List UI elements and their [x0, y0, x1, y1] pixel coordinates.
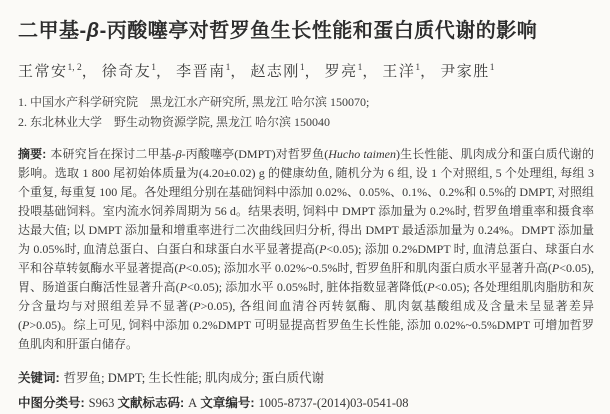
- paper-title: 二甲基-β-丙酸噻亭对哲罗鱼生长性能和蛋白质代谢的影响: [18, 20, 538, 42]
- article-id-label: 文章编号:: [200, 396, 255, 410]
- doc-code-value: A: [188, 396, 198, 410]
- article-id: [200, 394, 408, 412]
- doc-code: [118, 394, 198, 412]
- clc-label: 中图分类号:: [18, 396, 85, 410]
- affiliations-block: [18, 92, 594, 132]
- article-id-value: 1005-8737-(2014)03-0541-08: [258, 396, 409, 410]
- keywords-text: 哲罗鱼; DMPT; 生长性能; 肌肉成分; 蛋白质代谢: [63, 371, 325, 385]
- affiliation-1: 1. 中国水产科学研究院 黑龙江水产研究所, 黑龙江 哈尔滨 150070;: [18, 95, 370, 109]
- doc-code-label: 文献标志码:: [117, 396, 185, 410]
- abstract-text: 本研究旨在探讨二甲基-β-丙酸噻亭(DMPT)对哲罗鱼(Hucho taimen)生长性能、肌肉成分和蛋白质代谢的影响。选取 1 800 尾初始体质量为(4.20±0.02) g 的健康幼鱼, 随机分为 6 组, 设 1 个对照组, 5 个处理组, 每组 3 个重复, 每重复 100 尾。各处理组分别在基础饲料中添加 0.02%、0.05%、0.1%、0.2%和 0.5%的 DMPT, 对照组投喂基础饲料。室内流水饲养周期为 56 d。结果表明, 饲料中 DMPT 添加量为 0.2%时, 哲罗鱼增重率和摄食率达最大值; 以 DMPT 添加量和增重率进行二次曲线回归分析, 得出 DMPT 最适添加量为 0.24%。DMPT 添加量为 0.05%时, 血清总蛋白、白蛋白和球蛋白水平显著提高(P<0.05); 添加 0.2%DMPT 时, 血清总蛋白、球蛋白水平和谷草转氨酶水平显著提高(P<0.05); 添加水平 0.02%~0.5%时, 哲罗鱼肝和肌肉蛋白质水平显著升高(P<0.05), 胃、肠道蛋白酶活性显著升高(P<0.05); 添加水平 0.05%时, 脏体指数显著降低(P<0.05); 各处理组肌肉脂肪和灰分含量均与对照组差异不显著(P>0.05), 各组间血清谷丙转氨酶、肌肉氨基酸组成及含量未呈显著差异(P>0.05)。综上可见, 饲料中添加 0.2%DMPT 可明显提高哲罗鱼生长性能, 添加 0.02%~0.5%DMPT 可增加哲罗鱼肌肉和肝蛋白储存。: [18, 147, 595, 351]
- authors-line: 王常安$^{1, 2}$， 徐奇友$^1$， 李晋南$^1$， 赵志刚$^1$， 罗亮$^1$， 王洋$^1$， 尹家胜$^1$: [18, 63, 495, 80]
- abstract-label: 摘要:: [18, 147, 47, 161]
- affiliation-2: 2. 东北林业大学 野生动物资源学院, 黑龙江 哈尔滨 150040: [18, 115, 331, 129]
- clc-value: S963: [88, 396, 115, 410]
- keywords-label: 关键词:: [18, 371, 60, 385]
- footer-line: [18, 394, 594, 412]
- keywords-line: [18, 369, 594, 387]
- abstract-paragraph: [18, 145, 594, 354]
- clc-number: [18, 394, 114, 412]
